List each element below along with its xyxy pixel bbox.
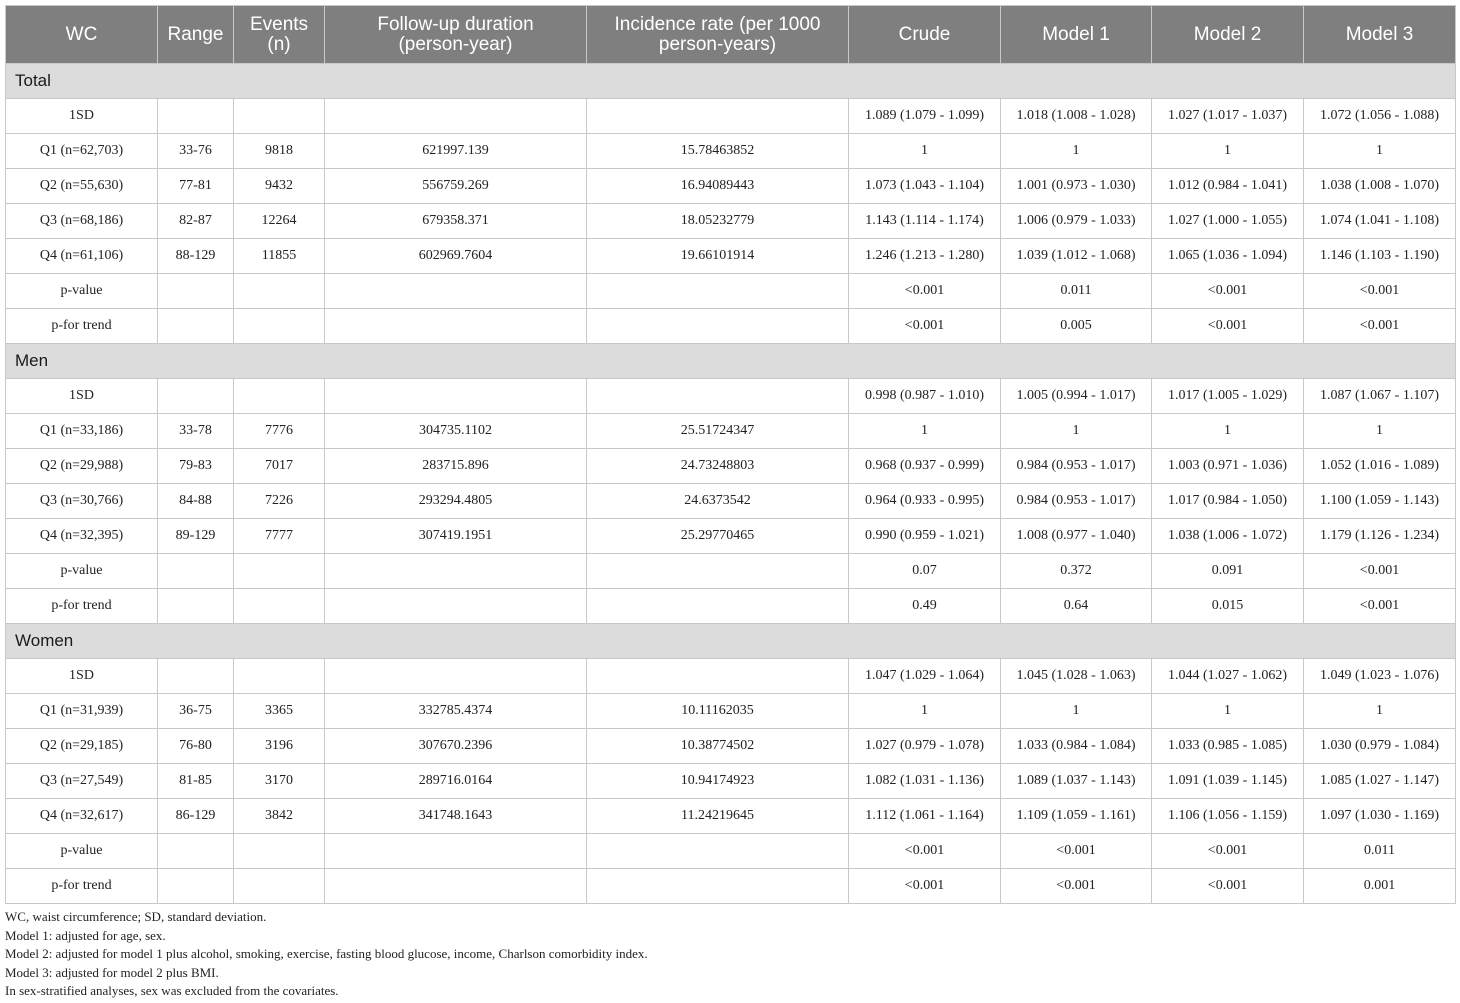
table-row — [6, 764, 1456, 799]
table-cell: 7226 — [234, 484, 325, 519]
table-cell: Q2 (n=29,988) — [6, 449, 158, 484]
table-cell — [587, 379, 849, 414]
table-cell: <0.001 — [1152, 274, 1304, 309]
table-cell: Q2 (n=55,630) — [6, 169, 158, 204]
table-cell: 0.984 (0.953 - 1.017) — [1001, 484, 1152, 519]
table-cell: 1.003 (0.971 - 1.036) — [1152, 449, 1304, 484]
table-cell: 79-83 — [158, 449, 234, 484]
table-cell: <0.001 — [1001, 869, 1152, 904]
table-row — [6, 554, 1456, 589]
table-cell: <0.001 — [1001, 834, 1152, 869]
table-cell: p-value — [6, 554, 158, 589]
table-row — [6, 834, 1456, 869]
table-cell: 24.6373542 — [587, 484, 849, 519]
table-cell: 1.089 (1.037 - 1.143) — [1001, 764, 1152, 799]
table-cell — [587, 554, 849, 589]
header-row — [6, 6, 1456, 64]
table-cell: 0.964 (0.933 - 0.995) — [849, 484, 1001, 519]
table-cell: 1.087 (1.067 - 1.107) — [1304, 379, 1456, 414]
table-row — [6, 589, 1456, 624]
table-row — [6, 729, 1456, 764]
table-row — [6, 134, 1456, 169]
table-cell: 621997.139 — [325, 134, 587, 169]
table-cell: 0.64 — [1001, 589, 1152, 624]
footnote-line: Model 1: adjusted for age, sex. — [5, 927, 166, 943]
table-cell — [587, 309, 849, 344]
table-row — [6, 414, 1456, 449]
table-cell: <0.001 — [849, 274, 1001, 309]
table-cell: 3170 — [234, 764, 325, 799]
table-cell: 0.001 — [1304, 869, 1456, 904]
table-cell: Q2 (n=29,185) — [6, 729, 158, 764]
table-cell: 1.146 (1.103 - 1.190) — [1304, 239, 1456, 274]
table-cell: 1 — [1152, 414, 1304, 449]
table-cell — [158, 309, 234, 344]
table-cell: 7017 — [234, 449, 325, 484]
table-cell: 18.05232779 — [587, 204, 849, 239]
table-cell: p-value — [6, 834, 158, 869]
table-cell: 1.027 (0.979 - 1.078) — [849, 729, 1001, 764]
table-cell: 1 — [1001, 134, 1152, 169]
section-row-men — [6, 344, 1456, 379]
table-body — [6, 64, 1456, 904]
table-cell: 1.008 (0.977 - 1.040) — [1001, 519, 1152, 554]
table-cell: 1.143 (1.114 - 1.174) — [849, 204, 1001, 239]
table-cell: 1.097 (1.030 - 1.169) — [1304, 799, 1456, 834]
table-cell: 33-78 — [158, 414, 234, 449]
table-cell — [325, 274, 587, 309]
table-cell: 1SD — [6, 379, 158, 414]
table-cell: <0.001 — [1304, 589, 1456, 624]
table-cell: 1.052 (1.016 - 1.089) — [1304, 449, 1456, 484]
table-cell: p-for trend — [6, 309, 158, 344]
table-cell: 1.033 (0.984 - 1.084) — [1001, 729, 1152, 764]
table-cell — [234, 659, 325, 694]
table-cell: 1 — [849, 694, 1001, 729]
table-cell: 1.246 (1.213 - 1.280) — [849, 239, 1001, 274]
table-cell: 1.005 (0.994 - 1.017) — [1001, 379, 1152, 414]
table-cell: 11.24219645 — [587, 799, 849, 834]
table-cell: <0.001 — [1152, 869, 1304, 904]
table-cell: 307670.2396 — [325, 729, 587, 764]
results-table-container — [5, 5, 1455, 1001]
table-cell — [325, 379, 587, 414]
table-cell: 24.73248803 — [587, 449, 849, 484]
table-cell: 77-81 — [158, 169, 234, 204]
header-wc: WC — [6, 6, 158, 64]
table-cell: 7776 — [234, 414, 325, 449]
table-cell: 86-129 — [158, 799, 234, 834]
table-cell — [234, 274, 325, 309]
table-cell: 602969.7604 — [325, 239, 587, 274]
table-cell — [234, 834, 325, 869]
table-cell: 1.006 (0.979 - 1.033) — [1001, 204, 1152, 239]
table-cell: 293294.4805 — [325, 484, 587, 519]
table-cell: 76-80 — [158, 729, 234, 764]
table-cell: 1.047 (1.029 - 1.064) — [849, 659, 1001, 694]
table-cell: 82-87 — [158, 204, 234, 239]
table-cell: 1.012 (0.984 - 1.041) — [1152, 169, 1304, 204]
table-cell — [587, 274, 849, 309]
table-row — [6, 379, 1456, 414]
table-cell — [234, 379, 325, 414]
table-cell: 1.045 (1.028 - 1.063) — [1001, 659, 1152, 694]
table-cell: 1.085 (1.027 - 1.147) — [1304, 764, 1456, 799]
table-cell: 15.78463852 — [587, 134, 849, 169]
table-row — [6, 694, 1456, 729]
table-cell: 10.38774502 — [587, 729, 849, 764]
table-cell — [587, 659, 849, 694]
table-row — [6, 274, 1456, 309]
table-cell: 304735.1102 — [325, 414, 587, 449]
table-cell: 1.049 (1.023 - 1.076) — [1304, 659, 1456, 694]
table-cell: 3842 — [234, 799, 325, 834]
table-cell: <0.001 — [849, 309, 1001, 344]
table-cell: 1.027 (1.000 - 1.055) — [1152, 204, 1304, 239]
table-cell: 1 — [849, 134, 1001, 169]
table-cell: <0.001 — [1304, 309, 1456, 344]
table-cell — [234, 309, 325, 344]
table-cell: 341748.1643 — [325, 799, 587, 834]
table-cell: Q4 (n=61,106) — [6, 239, 158, 274]
table-cell: 1.038 (1.006 - 1.072) — [1152, 519, 1304, 554]
table-cell: 307419.1951 — [325, 519, 587, 554]
table-cell: Q1 (n=31,939) — [6, 694, 158, 729]
table-cell: 0.49 — [849, 589, 1001, 624]
table-row — [6, 239, 1456, 274]
table-cell: 1.073 (1.043 - 1.104) — [849, 169, 1001, 204]
table-cell — [158, 869, 234, 904]
table-cell: Q4 (n=32,617) — [6, 799, 158, 834]
table-cell — [325, 309, 587, 344]
table-cell: 1 — [1001, 694, 1152, 729]
table-cell: 89-129 — [158, 519, 234, 554]
table-cell — [158, 659, 234, 694]
footnotes — [5, 908, 1455, 1001]
table-cell: Q3 (n=68,186) — [6, 204, 158, 239]
table-cell: 1 — [1001, 414, 1152, 449]
section-title: Women — [6, 624, 1456, 659]
table-cell: 1SD — [6, 99, 158, 134]
table-cell — [325, 659, 587, 694]
table-cell: 1 — [1152, 694, 1304, 729]
table-cell: Q3 (n=30,766) — [6, 484, 158, 519]
section-title: Men — [6, 344, 1456, 379]
table-cell: 1.112 (1.061 - 1.164) — [849, 799, 1001, 834]
table-cell: 289716.0164 — [325, 764, 587, 799]
table-cell: 3365 — [234, 694, 325, 729]
table-cell — [158, 554, 234, 589]
table-cell: 11855 — [234, 239, 325, 274]
table-cell — [587, 869, 849, 904]
table-cell: 1.033 (0.985 - 1.085) — [1152, 729, 1304, 764]
table-cell: 1.091 (1.039 - 1.145) — [1152, 764, 1304, 799]
table-cell: 12264 — [234, 204, 325, 239]
table-row — [6, 449, 1456, 484]
table-cell: 0.005 — [1001, 309, 1152, 344]
table-row — [6, 484, 1456, 519]
table-cell: 1.039 (1.012 - 1.068) — [1001, 239, 1152, 274]
table-cell: 1.017 (1.005 - 1.029) — [1152, 379, 1304, 414]
header-follow-up: Follow-up duration (person-year) — [325, 6, 587, 64]
header-events: Events (n) — [234, 6, 325, 64]
table-cell: Q1 (n=62,703) — [6, 134, 158, 169]
table-cell: 1SD — [6, 659, 158, 694]
table-cell: <0.001 — [1304, 274, 1456, 309]
table-cell — [234, 99, 325, 134]
table-cell: 1.179 (1.126 - 1.234) — [1304, 519, 1456, 554]
table-row — [6, 99, 1456, 134]
table-cell: 1 — [1304, 414, 1456, 449]
table-cell: 1 — [1304, 134, 1456, 169]
table-cell — [234, 869, 325, 904]
table-row — [6, 659, 1456, 694]
table-cell: <0.001 — [849, 869, 1001, 904]
table-cell: 1 — [1304, 694, 1456, 729]
footnote-line: Model 3: adjusted for model 2 plus BMI. — [5, 964, 219, 980]
table-cell: <0.001 — [1152, 309, 1304, 344]
table-cell: 1.082 (1.031 - 1.136) — [849, 764, 1001, 799]
table-cell: 88-129 — [158, 239, 234, 274]
header-incidence-rate: Incidence rate (per 1000 person-years) — [587, 6, 849, 64]
results-table — [5, 5, 1456, 904]
table-cell: Q1 (n=33,186) — [6, 414, 158, 449]
table-cell: 1 — [1152, 134, 1304, 169]
footnote-line: In sex-stratified analyses, sex was excluded from the covariates. — [5, 983, 339, 998]
table-row — [6, 519, 1456, 554]
table-cell: 679358.371 — [325, 204, 587, 239]
header-model-1: Model 1 — [1001, 6, 1152, 64]
table-cell: 0.984 (0.953 - 1.017) — [1001, 449, 1152, 484]
table-cell: 1.100 (1.059 - 1.143) — [1304, 484, 1456, 519]
table-cell: 0.990 (0.959 - 1.021) — [849, 519, 1001, 554]
table-cell: 1.017 (0.984 - 1.050) — [1152, 484, 1304, 519]
table-cell — [158, 99, 234, 134]
table-cell — [158, 274, 234, 309]
table-cell: Q4 (n=32,395) — [6, 519, 158, 554]
table-cell — [587, 589, 849, 624]
table-cell: 81-85 — [158, 764, 234, 799]
table-cell — [325, 869, 587, 904]
table-cell: 10.94174923 — [587, 764, 849, 799]
table-cell: 33-76 — [158, 134, 234, 169]
table-cell: 7777 — [234, 519, 325, 554]
table-cell: 1.030 (0.979 - 1.084) — [1304, 729, 1456, 764]
table-cell: <0.001 — [849, 834, 1001, 869]
table-cell — [587, 99, 849, 134]
table-row — [6, 309, 1456, 344]
header-range: Range — [158, 6, 234, 64]
table-cell: <0.001 — [1304, 554, 1456, 589]
table-cell: 0.091 — [1152, 554, 1304, 589]
table-cell: Q3 (n=27,549) — [6, 764, 158, 799]
header-model-3: Model 3 — [1304, 6, 1456, 64]
table-cell: 84-88 — [158, 484, 234, 519]
table-cell: 10.11162035 — [587, 694, 849, 729]
table-cell — [158, 834, 234, 869]
table-cell: 1.072 (1.056 - 1.088) — [1304, 99, 1456, 134]
table-cell: 0.015 — [1152, 589, 1304, 624]
table-cell: 19.66101914 — [587, 239, 849, 274]
header-model-2: Model 2 — [1152, 6, 1304, 64]
table-cell: <0.001 — [1152, 834, 1304, 869]
table-cell: 332785.4374 — [325, 694, 587, 729]
table-cell: 16.94089443 — [587, 169, 849, 204]
table-cell: p-value — [6, 274, 158, 309]
table-cell: 1.089 (1.079 - 1.099) — [849, 99, 1001, 134]
table-cell: 25.29770465 — [587, 519, 849, 554]
section-row-women — [6, 624, 1456, 659]
table-cell: 1.044 (1.027 - 1.062) — [1152, 659, 1304, 694]
table-cell: 25.51724347 — [587, 414, 849, 449]
table-cell: 1.001 (0.973 - 1.030) — [1001, 169, 1152, 204]
table-cell: 1.074 (1.041 - 1.108) — [1304, 204, 1456, 239]
table-row — [6, 204, 1456, 239]
table-cell: 0.011 — [1001, 274, 1152, 309]
table-cell — [158, 379, 234, 414]
table-cell: 0.372 — [1001, 554, 1152, 589]
table-cell: 1.065 (1.036 - 1.094) — [1152, 239, 1304, 274]
table-row — [6, 799, 1456, 834]
table-cell: 9432 — [234, 169, 325, 204]
table-cell: 283715.896 — [325, 449, 587, 484]
table-cell: 0.968 (0.937 - 0.999) — [849, 449, 1001, 484]
table-cell — [158, 589, 234, 624]
table-cell: 0.998 (0.987 - 1.010) — [849, 379, 1001, 414]
table-cell: 0.011 — [1304, 834, 1456, 869]
table-cell: 3196 — [234, 729, 325, 764]
table-cell — [234, 554, 325, 589]
table-cell: 1.038 (1.008 - 1.070) — [1304, 169, 1456, 204]
table-cell: 1.018 (1.008 - 1.028) — [1001, 99, 1152, 134]
table-cell: 9818 — [234, 134, 325, 169]
table-cell — [587, 834, 849, 869]
table-row — [6, 169, 1456, 204]
table-cell — [325, 834, 587, 869]
table-cell — [325, 554, 587, 589]
section-row-total — [6, 64, 1456, 99]
table-row — [6, 869, 1456, 904]
table-cell: p-for trend — [6, 589, 158, 624]
table-cell — [234, 589, 325, 624]
table-cell — [325, 99, 587, 134]
table-cell: 1 — [849, 414, 1001, 449]
table-cell: 36-75 — [158, 694, 234, 729]
table-cell — [325, 589, 587, 624]
footnote-line: Model 2: adjusted for model 1 plus alcohol, smoking, exercise, fasting blood glucose, income, Charlson comorbidity index. — [5, 946, 648, 961]
table-cell: 1.109 (1.059 - 1.161) — [1001, 799, 1152, 834]
table-cell: 1.106 (1.056 - 1.159) — [1152, 799, 1304, 834]
table-cell: 1.027 (1.017 - 1.037) — [1152, 99, 1304, 134]
footnote-line: WC, waist circumference; SD, standard deviation. — [5, 909, 267, 924]
section-title: Total — [6, 64, 1456, 99]
header-crude: Crude — [849, 6, 1001, 64]
table-cell: p-for trend — [6, 869, 158, 904]
table-cell: 0.07 — [849, 554, 1001, 589]
table-cell: 556759.269 — [325, 169, 587, 204]
